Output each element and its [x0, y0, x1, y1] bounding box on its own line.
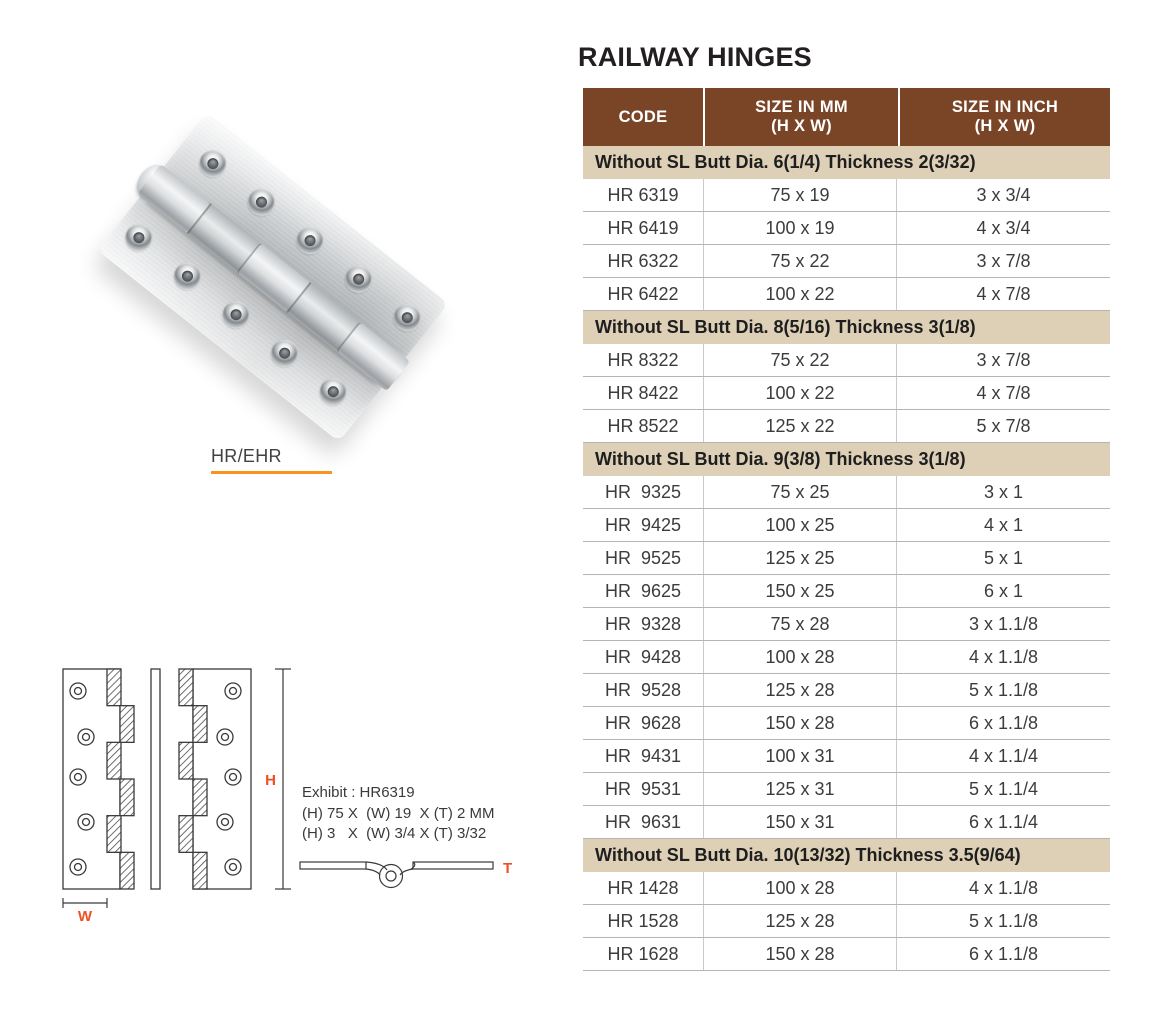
table-row [583, 179, 1110, 212]
column-header-sublabel: (H X W) [974, 117, 1036, 135]
table-row [583, 905, 1110, 938]
table-section-header: Without SL Butt Dia. 6(1/4) Thickness 2(3/32) [583, 146, 1110, 179]
size-inch-cell: 4 x 1.1/8 [968, 877, 1039, 898]
size-inch-cell: 4 x 1.1/8 [968, 646, 1039, 667]
size-inch-cell: 4 x 3/4 [976, 217, 1031, 238]
table-row [583, 476, 1110, 509]
knuckle-hatch-block [107, 669, 121, 706]
column-header-sublabel: (H X W) [771, 117, 832, 135]
size-mm-cell: 75 x 22 [704, 344, 897, 376]
size-inch-cell: 4 x 1 [983, 514, 1024, 535]
table-section-header: Without SL Butt Dia. 9(3/8) Thickness 3(1/8) [583, 443, 1110, 476]
size-mm-cell: 75 x 25 [704, 476, 897, 508]
railway-hinges-table [583, 88, 1110, 971]
table-row [583, 740, 1110, 773]
page-title: RAILWAY HINGES [578, 42, 812, 72]
code-cell: HR 6422 [583, 278, 704, 310]
drawing-side-strip [151, 669, 160, 889]
table-row [583, 509, 1110, 542]
table-row [583, 245, 1110, 278]
size-inch-cell: 3 x 1 [983, 481, 1024, 502]
table-section-header: Without SL Butt Dia. 8(5/16) Thickness 3(1/8) [583, 311, 1110, 344]
knuckle-hatch-block [107, 742, 121, 779]
thickness-dim-label: T [503, 860, 513, 877]
column-header-size-mm [705, 88, 898, 146]
size-mm-cell: 125 x 31 [704, 773, 897, 805]
size-inch-cell: 4 x 7/8 [976, 382, 1031, 403]
size-inch-cell: 3 x 1.1/8 [968, 613, 1039, 634]
code-cell: HR 9625 [583, 575, 704, 607]
size-inch-cell: 5 x 7/8 [976, 415, 1031, 436]
code-cell: HR 6319 [583, 179, 704, 211]
table-row [583, 608, 1110, 641]
size-mm-cell: 75 x 22 [704, 245, 897, 277]
size-mm-cell: 125 x 25 [704, 542, 897, 574]
code-cell: HR 9431 [583, 740, 704, 772]
size-inch-cell: 6 x 1.1/4 [968, 811, 1039, 832]
code-cell: HR 8522 [583, 410, 704, 442]
table-row [583, 410, 1110, 443]
size-inch-cell: 6 x 1 [983, 580, 1024, 601]
code-cell: HR 9525 [583, 542, 704, 574]
code-cell: HR 9528 [583, 674, 704, 706]
size-mm-cell: 75 x 19 [704, 179, 897, 211]
size-mm-cell: 125 x 28 [704, 674, 897, 706]
size-mm-cell: 125 x 22 [704, 410, 897, 442]
size-inch-cell: 5 x 1.1/8 [968, 679, 1039, 700]
code-cell: HR 9531 [583, 773, 704, 805]
table-header-row [583, 88, 1110, 146]
code-cell: HR 1428 [583, 872, 704, 904]
table-row [583, 872, 1110, 905]
table-row [583, 641, 1110, 674]
size-inch-cell: 6 x 1.1/8 [968, 943, 1039, 964]
code-cell: HR 6419 [583, 212, 704, 244]
column-header-label: SIZE IN INCH [951, 98, 1059, 116]
code-cell: HR 8322 [583, 344, 704, 376]
exhibit-line: (H) 3 X (W) 3/4 X (T) 3/32 [302, 825, 487, 842]
table-row [583, 806, 1110, 839]
size-inch-cell: 3 x 3/4 [976, 184, 1031, 205]
size-mm-cell: 150 x 31 [704, 806, 897, 838]
height-dimension-line [275, 669, 291, 889]
size-inch-cell: 3 x 7/8 [976, 349, 1031, 370]
size-mm-cell: 150 x 28 [704, 707, 897, 739]
size-inch-cell: 3 x 7/8 [976, 250, 1031, 271]
cross-section-drawing [300, 862, 493, 888]
size-inch-cell: 5 x 1.1/8 [968, 910, 1039, 931]
column-header-size-inch [900, 88, 1110, 146]
code-cell: HR 9328 [583, 608, 704, 640]
knuckle-hatch-block [120, 706, 134, 743]
table-row [583, 575, 1110, 608]
size-inch-cell: 4 x 1.1/4 [968, 745, 1039, 766]
exhibit-line: (H) 75 X (W) 19 X (T) 2 MM [302, 805, 495, 822]
table-section-header: Without SL Butt Dia. 10(13/32) Thickness 3.5(9/64) [583, 839, 1110, 872]
table-row [583, 938, 1110, 971]
knuckle-hatch-block [120, 852, 134, 889]
width-dimension-line [63, 898, 107, 908]
code-cell: HR 9628 [583, 707, 704, 739]
knuckle-hatch-block [179, 742, 193, 779]
size-inch-cell: 5 x 1.1/4 [968, 778, 1039, 799]
size-mm-cell: 100 x 28 [704, 872, 897, 904]
code-cell: HR 6322 [583, 245, 704, 277]
table-row [583, 707, 1110, 740]
table-row [583, 542, 1110, 575]
size-mm-cell: 75 x 28 [704, 608, 897, 640]
hinge-photo [98, 112, 449, 441]
table-row [583, 212, 1110, 245]
size-inch-cell: 5 x 1 [983, 547, 1024, 568]
size-inch-cell: 6 x 1.1/8 [968, 712, 1039, 733]
table-row [583, 344, 1110, 377]
column-header-label: CODE [618, 107, 668, 126]
size-mm-cell: 100 x 28 [704, 641, 897, 673]
knuckle-hatch-block [120, 779, 134, 816]
code-cell: HR 9428 [583, 641, 704, 673]
code-cell: HR 9425 [583, 509, 704, 541]
column-header-code [583, 88, 703, 146]
knuckle-hatch-block [193, 779, 207, 816]
size-mm-cell: 125 x 28 [704, 905, 897, 937]
table-row [583, 674, 1110, 707]
product-label-underline [211, 471, 332, 474]
code-cell: HR 1628 [583, 938, 704, 970]
table-row [583, 773, 1110, 806]
size-mm-cell: 100 x 25 [704, 509, 897, 541]
code-cell: HR 9631 [583, 806, 704, 838]
knuckle-hatch-block [179, 816, 193, 853]
size-mm-cell: 100 x 19 [704, 212, 897, 244]
tech-drawing [50, 655, 530, 930]
knuckle-hatch-block [193, 852, 207, 889]
table-row [583, 377, 1110, 410]
knuckle-hatch-block [179, 669, 193, 706]
size-mm-cell: 100 x 22 [704, 377, 897, 409]
size-mm-cell: 150 x 25 [704, 575, 897, 607]
height-dim-label: H [265, 772, 276, 789]
width-dim-label: W [77, 908, 93, 925]
exhibit-line: Exhibit : HR6319 [302, 784, 415, 801]
column-header-label: SIZE IN MM [755, 98, 848, 116]
table-body [583, 146, 1110, 971]
code-cell: HR 8422 [583, 377, 704, 409]
size-mm-cell: 100 x 22 [704, 278, 897, 310]
code-cell: HR 1528 [583, 905, 704, 937]
knuckle-hatch-block [193, 706, 207, 743]
size-inch-cell: 4 x 7/8 [976, 283, 1031, 304]
size-mm-cell: 100 x 31 [704, 740, 897, 772]
size-mm-cell: 150 x 28 [704, 938, 897, 970]
table-row [583, 278, 1110, 311]
knuckle-hatch-block [107, 816, 121, 853]
product-label: HR/EHR [211, 446, 282, 466]
code-cell: HR 9325 [583, 476, 704, 508]
